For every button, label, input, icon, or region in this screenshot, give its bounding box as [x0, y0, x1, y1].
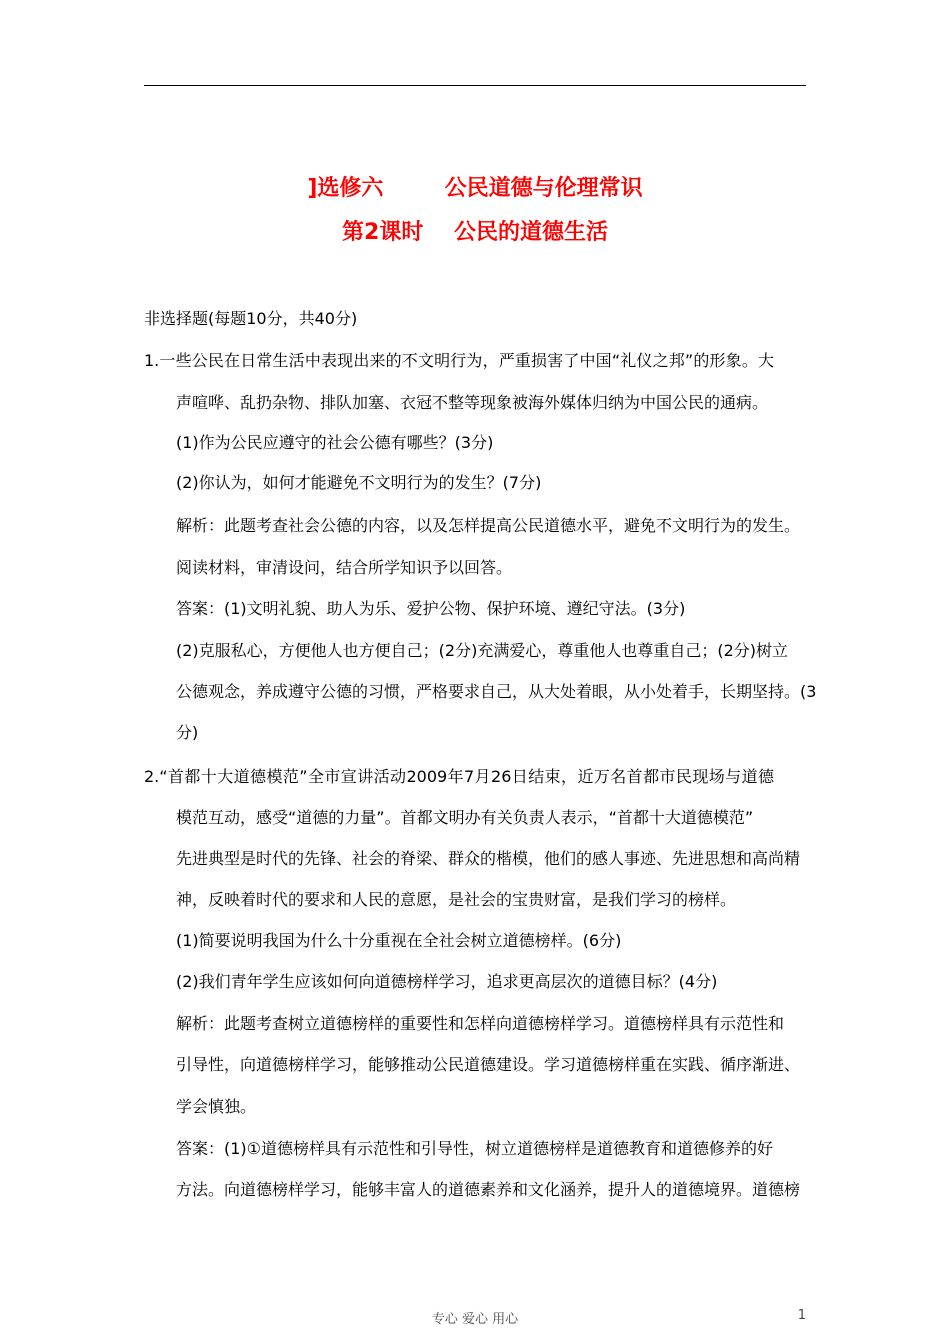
- section-heading: 非选择题(每题10分，共40分): [144, 309, 358, 328]
- question-2-analysis-cont: 引导性，向道德榜样学习，能够推动公民道德建设。学习道德榜样重在实践、循序渐进、: [176, 1055, 801, 1074]
- question-1-text-cont: 声喧哗、乱扔杂物、排队加塞、衣冠不整等现象被海外媒体归纳为中国公民的通病。: [176, 393, 769, 412]
- question-2-sub-2: (2)我们青年学生应该如何向道德榜样学习，追求更高层次的道德目标？(4分): [176, 972, 718, 991]
- question-1-sub-1: (1)作为公民应遵守的社会公德有哪些？(3分): [176, 433, 494, 452]
- question-2-sub-1: (1)简要说明我国为什么十分重视在全社会树立道德榜样。(6分): [176, 931, 622, 950]
- footer-slogan: 专心 爱心 用心: [431, 1312, 519, 1327]
- question-1-text: 1.一些公民在日常生活中表现出来的不文明行为，严重损害了中国“礼仪之邦”的形象。大: [144, 351, 774, 370]
- page-number: 1: [797, 1308, 806, 1323]
- question-2-analysis: 解析：此题考查树立道德榜样的重要性和怎样向道德榜样学习。道德榜样具有示范性和: [176, 1014, 785, 1033]
- question-2-answer: 答案：(1)①道德榜样具有示范性和引导性，树立道德榜样是道德教育和道德修养的好: [176, 1139, 774, 1158]
- question-1-sub-2: (2)你认为，如何才能避免不文明行为的发生？(7分): [176, 473, 542, 492]
- header-rule: [144, 85, 806, 86]
- question-1-answer-cont: (2)克服私心，方便他人也方便自己；(2分)充满爱心，尊重他人也尊重自己；(2分)树立: [176, 641, 788, 660]
- question-1-analysis: 解析：此题考查社会公德的内容，以及怎样提高公民道德水平，避免不文明行为的发生。: [176, 516, 801, 535]
- lesson-title: 第2课时 公民的道德生活: [342, 220, 608, 245]
- question-2-text: 2.“首都十大道德模范”全市宣讲活动2009年7月26日结束，近万名首都市民现场与道德: [144, 767, 774, 786]
- question-2-analysis-cont: 学会慎独。: [176, 1097, 257, 1116]
- question-2-answer-cont: 方法。向道德榜样学习，能够丰富人的道德素养和文化涵养，提升人的道德境界。道德榜: [176, 1180, 801, 1199]
- question-1-answer-cont: 公德观念，养成遵守公德的习惯，严格要求自己，从大处着眼，从小处着手，长期坚持。(3: [176, 682, 817, 701]
- question-2-text-cont: 先进典型是时代的先锋、社会的脊梁、群众的楷模，他们的感人事迹、先进思想和高尚精: [176, 849, 801, 868]
- question-2-text-cont: 神，反映着时代的要求和人民的意愿，是社会的宝贵财富，是我们学习的榜样。: [176, 890, 737, 909]
- question-2-text-cont: 模范互动，感受“道德的力量”。首都文明办有关负责人表示，“首都十大道德模范”: [176, 808, 754, 827]
- question-1-answer: 答案：(1)文明礼貌、助人为乐、爱护公物、保护环境、遵纪守法。(3分): [176, 599, 686, 618]
- question-1-answer-cont: 分): [176, 723, 199, 742]
- question-1-analysis-cont: 阅读材料，审清设问，结合所学知识予以回答。: [176, 558, 513, 577]
- page-title: ]选修六 公民道德与伦理常识: [307, 176, 643, 201]
